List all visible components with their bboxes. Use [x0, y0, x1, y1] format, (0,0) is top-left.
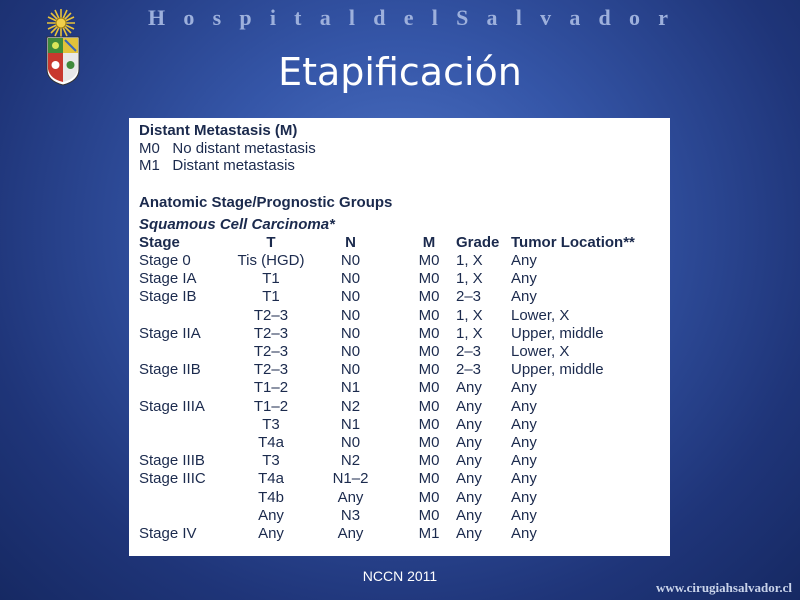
website-url: www.cirugiahsalvador.cl	[655, 580, 792, 595]
institution-name	[148, 5, 668, 31]
cell-stage: Stage IA	[139, 270, 197, 288]
institution-letter: e	[403, 5, 414, 30]
table-row	[129, 507, 670, 525]
cell-loc: Any	[511, 379, 537, 397]
source-citation: NCCN 2011	[362, 568, 438, 584]
cell-n: N0	[340, 434, 361, 451]
table-row	[129, 416, 670, 434]
cell-grade: Any	[456, 525, 482, 542]
cell-loc: Any	[511, 288, 537, 306]
cell-t: T2–3	[253, 324, 289, 342]
cell-grade: 1, X	[456, 306, 483, 324]
cell-m: M0	[418, 452, 440, 470]
cell-m: M0	[418, 488, 440, 506]
cell-n: N1	[340, 379, 361, 397]
cell-stage: Stage IV	[139, 525, 197, 542]
institution-letter: S	[456, 5, 469, 30]
cell-grade: 2–3	[456, 288, 482, 306]
institution-letter: d	[373, 5, 386, 30]
cell-grade: Any	[456, 397, 482, 415]
cell-n: N0	[340, 306, 361, 324]
institution-letter: i	[269, 5, 276, 30]
cell-m: M0	[418, 379, 440, 397]
cell-loc: Any	[511, 434, 537, 451]
cell-grade: 1, X	[456, 324, 483, 342]
m0-text: No distant metastasis	[172, 140, 316, 157]
cell-loc: Any	[511, 252, 537, 269]
cell-grade: Any	[456, 506, 482, 524]
cell-stage: Stage 0	[139, 252, 191, 269]
cell-m: M0	[418, 343, 440, 360]
cell-m: M0	[418, 361, 440, 379]
cell-m: M1	[418, 525, 440, 542]
cell-n: N0	[340, 343, 361, 360]
cell-m: M0	[418, 306, 440, 324]
cell-t: Any	[258, 525, 284, 542]
cell-t: Tis (HGD)	[237, 252, 305, 269]
cell-stage: Stage IIIC	[139, 470, 206, 488]
cell-t: T2–3	[253, 343, 289, 360]
cell-t: T4b	[258, 488, 284, 506]
cell-loc: Any	[511, 488, 537, 506]
cell-stage: Stage IIB	[139, 361, 201, 379]
cell-loc: Any	[511, 470, 537, 488]
institution-letter: a	[319, 5, 331, 30]
cell-m: M0	[418, 324, 440, 342]
table-row	[129, 361, 670, 379]
cell-n: N0	[340, 252, 361, 269]
cell-t: T1	[262, 288, 280, 306]
header-grade: Grade	[456, 234, 500, 251]
m1-definition	[139, 157, 295, 174]
m1-code: M1	[139, 157, 160, 174]
cell-loc: Any	[511, 452, 537, 470]
cell-t: T4a	[258, 470, 284, 488]
distant-metastasis-heading: Distant Metastasis (M)	[139, 122, 298, 139]
stage-groups-heading: Anatomic Stage/Prognostic Groups	[139, 194, 393, 211]
header-location: Tumor Location**	[511, 234, 635, 251]
cell-n: N2	[340, 452, 361, 470]
cell-m: M0	[418, 288, 440, 306]
cell-m: M0	[418, 397, 440, 415]
cell-n: N0	[340, 361, 361, 379]
table-row	[129, 343, 670, 361]
cell-loc: Upper, middle	[511, 361, 604, 379]
cell-t: T2–3	[253, 306, 289, 324]
cell-n: N1	[340, 415, 361, 433]
cell-stage: Stage IIIB	[139, 452, 205, 470]
institution-letter: l	[431, 5, 438, 30]
cell-loc: Lower, X	[511, 306, 570, 324]
header-n: N	[345, 234, 356, 251]
table-row	[129, 525, 670, 543]
cell-grade: Any	[456, 434, 482, 451]
header-m: M	[422, 234, 436, 251]
table-row	[129, 252, 670, 270]
cell-t: T1–2	[253, 379, 289, 397]
institution-letter: a	[569, 5, 581, 30]
institution-letter: l	[515, 5, 522, 30]
cell-loc: Any	[511, 270, 537, 288]
cell-t: T2–3	[253, 361, 289, 379]
cell-n: N0	[340, 288, 361, 306]
institution-letter: H	[148, 5, 166, 30]
cell-n: N1–2	[332, 470, 369, 488]
cell-t: T1	[262, 270, 280, 288]
cell-stage: Stage IB	[139, 288, 197, 306]
cell-m: M0	[418, 252, 440, 269]
header-t: T	[266, 234, 276, 251]
table-row	[129, 398, 670, 416]
header-stage: Stage	[139, 234, 180, 251]
cell-m: M0	[418, 415, 440, 433]
cell-stage: Stage IIA	[139, 324, 201, 342]
institution-letter: t	[294, 5, 302, 30]
table-row	[129, 452, 670, 470]
m0-code: M0	[139, 140, 160, 157]
institution-letter: o	[629, 5, 640, 30]
squamous-subtitle: Squamous Cell Carcinoma*	[139, 216, 335, 233]
cell-n: N3	[340, 506, 361, 524]
sun-star-logo-icon	[46, 8, 76, 38]
institution-letter: a	[486, 5, 498, 30]
cell-t: T1–2	[253, 397, 289, 415]
cell-n: N0	[340, 324, 361, 342]
cell-stage: Stage IIIA	[139, 397, 205, 415]
table-row	[129, 288, 670, 306]
table-row	[129, 307, 670, 325]
cell-grade: 2–3	[456, 343, 482, 360]
cell-t: Any	[258, 506, 284, 524]
cell-n: Any	[337, 488, 364, 506]
cell-m: M0	[418, 470, 440, 488]
table-row	[129, 470, 670, 488]
cell-m: M0	[418, 434, 440, 451]
cell-loc: Lower, X	[511, 343, 570, 360]
slide-title: Etapificación	[278, 50, 522, 94]
cell-grade: Any	[456, 452, 482, 470]
staging-table-panel	[129, 118, 670, 556]
institution-letter: d	[598, 5, 611, 30]
institution-letter: o	[183, 5, 195, 30]
cell-grade: Any	[456, 379, 482, 397]
cell-grade: Any	[456, 415, 482, 433]
institution-letter: l	[348, 5, 356, 30]
cell-grade: 1, X	[456, 252, 483, 269]
table-row	[129, 434, 670, 452]
cell-n: N0	[340, 270, 361, 288]
cell-loc: Any	[511, 397, 537, 415]
cell-grade: Any	[456, 488, 482, 506]
cell-t: T3	[262, 415, 280, 433]
cell-n: N2	[340, 397, 361, 415]
table-row	[129, 379, 670, 397]
m0-definition	[139, 140, 316, 157]
table-row	[129, 489, 670, 507]
table-row	[129, 325, 670, 343]
institution-letter: v	[540, 5, 552, 30]
cell-loc: Any	[511, 506, 537, 524]
cell-loc: Any	[511, 525, 537, 542]
cell-grade: 2–3	[456, 361, 482, 379]
cell-loc: Upper, middle	[511, 324, 604, 342]
cell-n: Any	[337, 525, 364, 542]
institution-letter: r	[658, 5, 668, 30]
cell-m: M0	[418, 270, 440, 288]
table-row	[129, 270, 670, 288]
cell-t: T4a	[258, 434, 284, 451]
table-header-row	[129, 234, 670, 252]
cell-m: M0	[418, 506, 440, 524]
institution-letter: p	[239, 5, 252, 30]
m1-text: Distant metastasis	[172, 157, 295, 174]
cell-loc: Any	[511, 415, 537, 433]
cell-t: T3	[262, 452, 280, 470]
cell-grade: 1, X	[456, 270, 483, 288]
cell-grade: Any	[456, 470, 482, 488]
institution-letter: s	[212, 5, 222, 30]
